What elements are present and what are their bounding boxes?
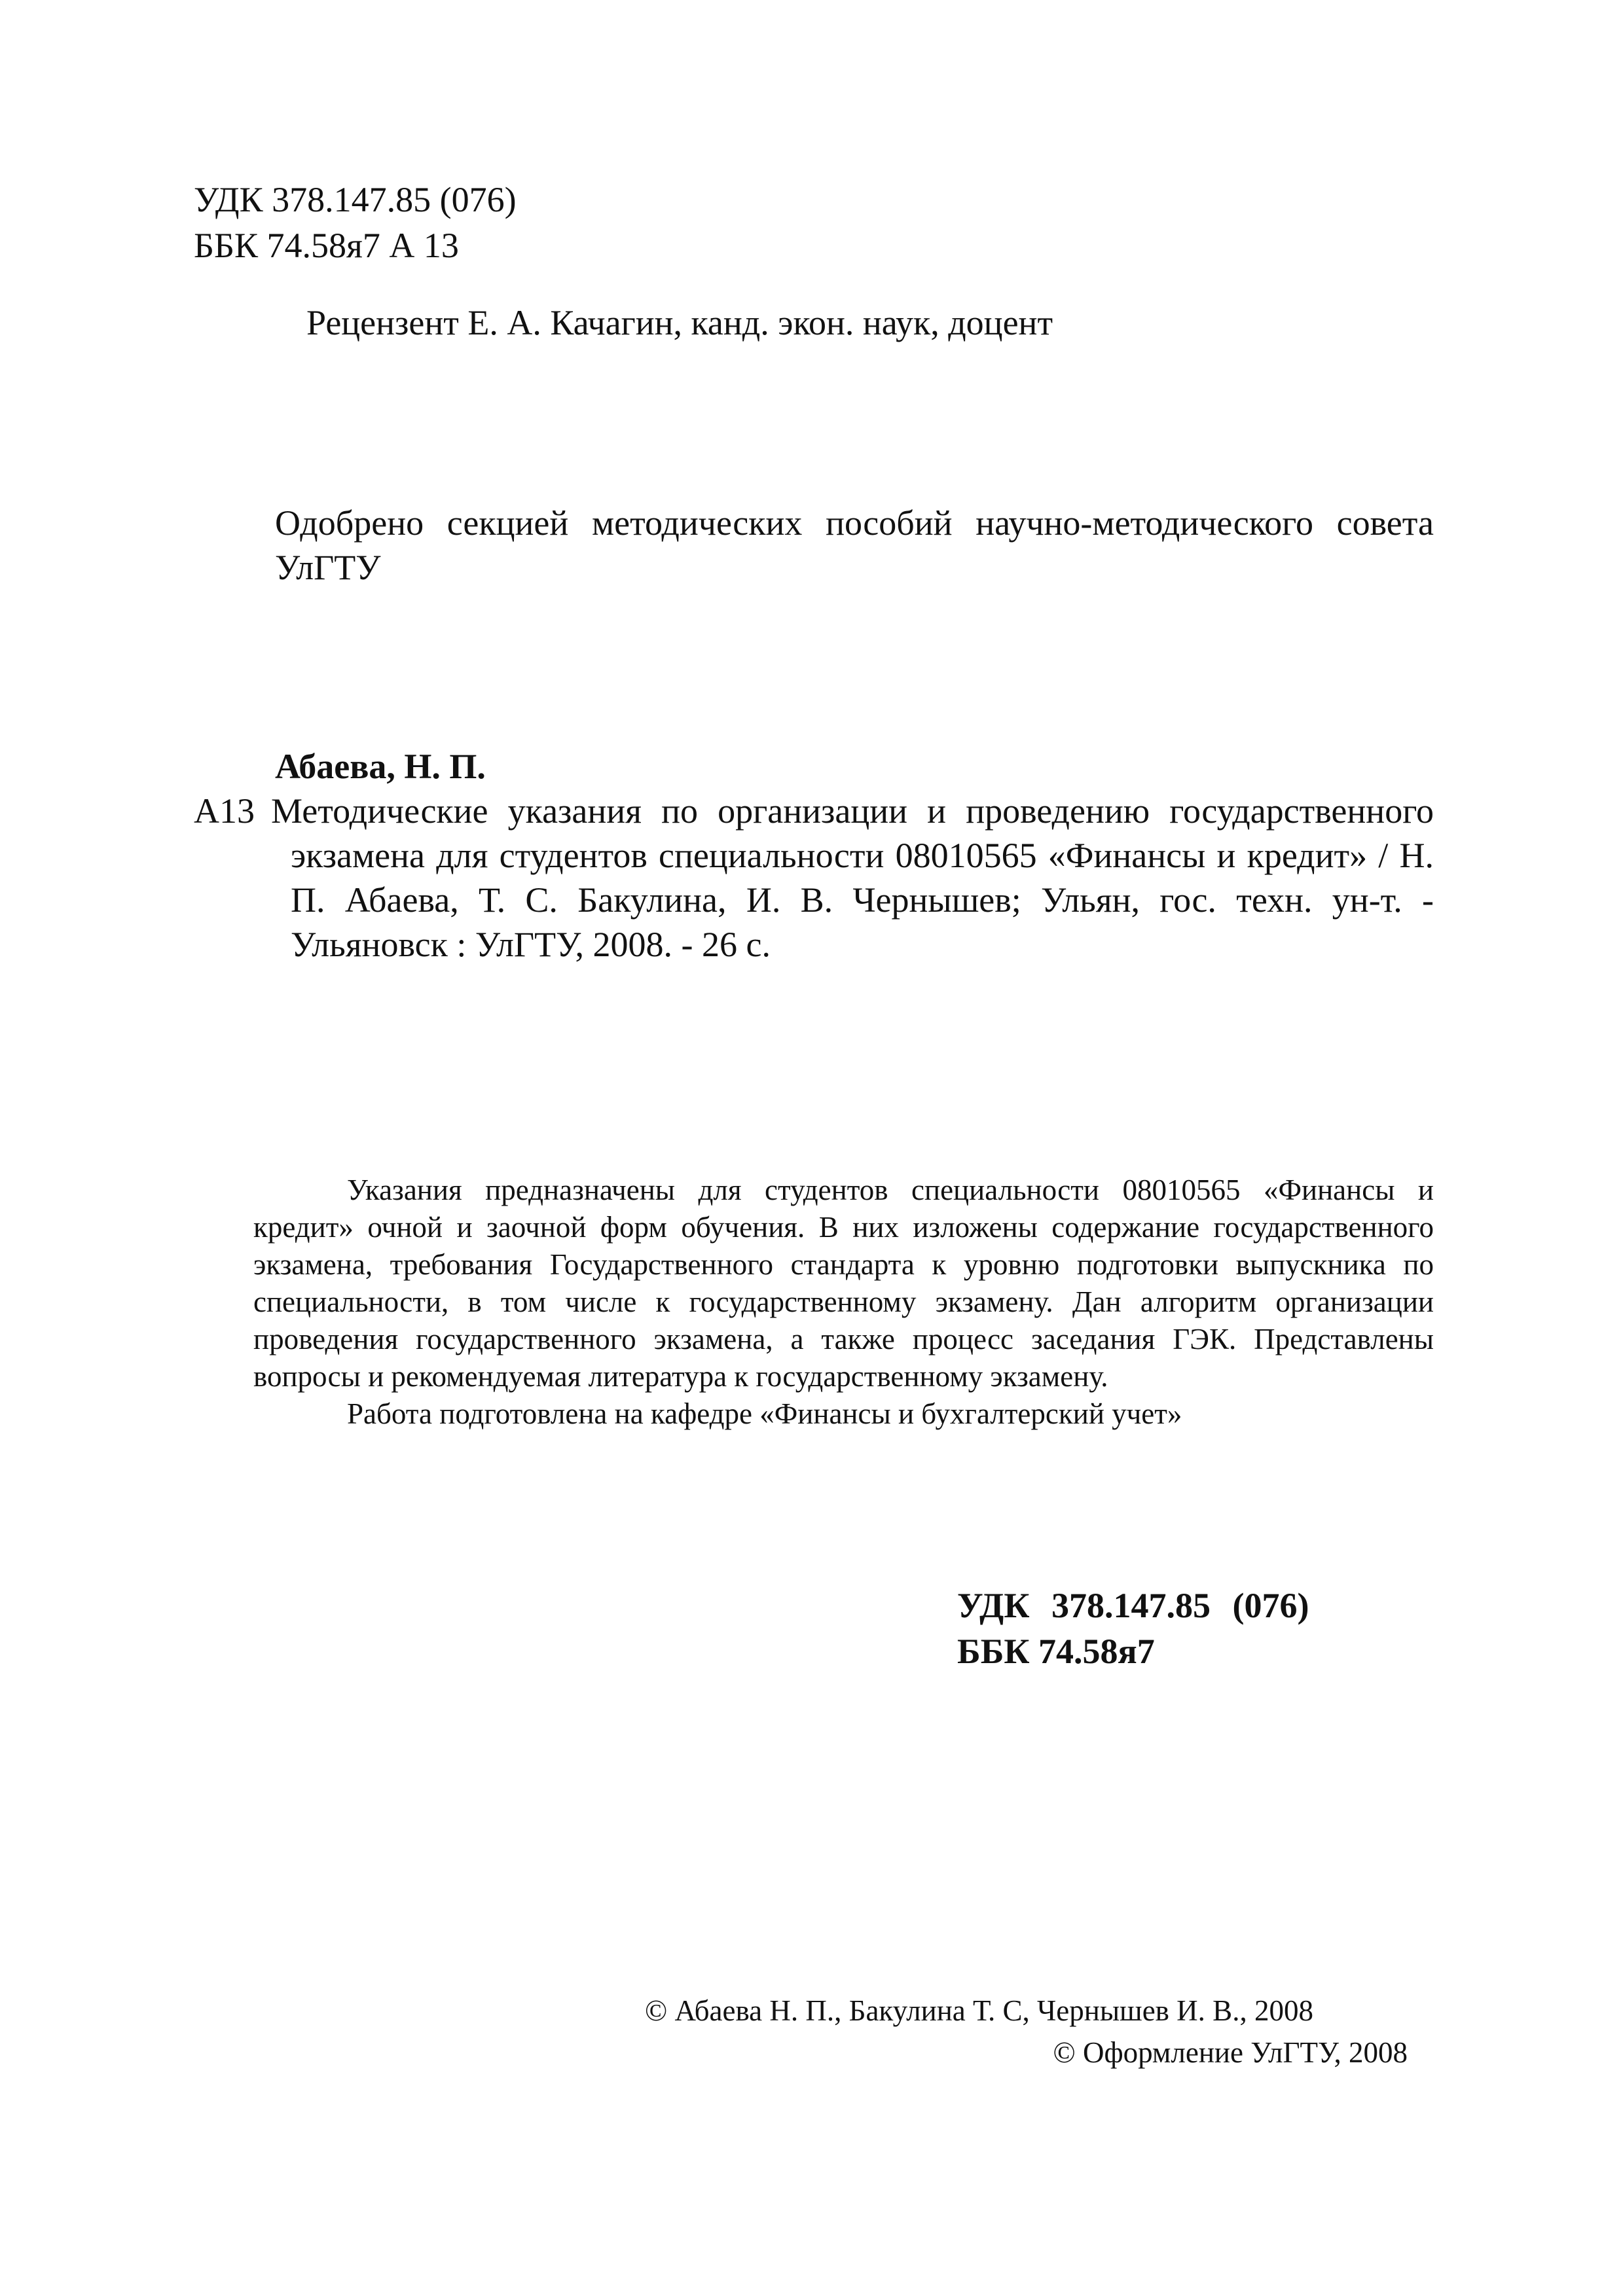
- annotation-line-6: вопросы и рекомендуемая литература к государственному экзамену.: [253, 1360, 1108, 1393]
- annotation-line-2: кредит» очной и заочной форм обучения. В них изложены содержание государственного: [253, 1211, 1434, 1244]
- approval-line-1: Одобрено секцией методических пособий научно-методического совета: [275, 503, 1434, 543]
- bottom-bbk-code: ББК 74.58я7: [957, 1632, 1155, 1671]
- annotation-line-3: экзамена, требования Государственного стандарта к уровню подготовки выпускника по: [253, 1248, 1434, 1281]
- reviewer-line: Рецензент Е. А. Качагин, канд. экон. наук, доцент: [306, 303, 1053, 342]
- bottom-classification-codes: [957, 1583, 1309, 1674]
- copyright-design: © Оформление УлГТУ, 2008: [1053, 2036, 1408, 2069]
- annotation-line-5: проведения государственного экзамена, а также процесс заседания ГЭК. Представлены: [253, 1323, 1434, 1355]
- biblio-line-4: Ульяновск : УлГТУ, 2008. - 26 с.: [291, 925, 771, 964]
- biblio-line-2: экзамена для студентов специальности 08010565 «Финансы и кредит» / Н.: [291, 836, 1434, 875]
- annotation-line-1: Указания предназначены для студентов специальности 08010565 «Финансы и: [347, 1174, 1434, 1206]
- department-note: Работа подготовлена на кафедре «Финансы и бухгалтерский учет»: [347, 1397, 1182, 1430]
- bibliographic-description: [271, 789, 1434, 967]
- author-heading: Абаева, Н. П.: [275, 747, 486, 786]
- approval-note: [275, 501, 1434, 590]
- copyright-authors: © Абаева Н. П., Бакулина Т. С, Чернышев И. В., 2008: [645, 1994, 1313, 2027]
- bottom-udk-code: УДК 378.147.85 (076): [957, 1586, 1309, 1625]
- top-bbk-code: ББК 74.58я7 А 13: [194, 226, 459, 265]
- biblio-line-3: П. Абаева, Т. С. Бакулина, И. В. Чернышев; Ульян, гос. техн. ун-т. -: [291, 880, 1434, 920]
- approval-line-2: УлГТУ: [275, 548, 381, 587]
- annotation-line-4: специальности, в том числе к государственному экзамену. Дан алгоритм организации: [253, 1285, 1434, 1318]
- biblio-line-1: Методические указания по организации и проведению государственного: [271, 791, 1434, 831]
- top-classification-codes: [194, 177, 517, 268]
- top-udk-code: УДК 378.147.85 (076): [194, 180, 517, 219]
- annotation-paragraph: [253, 1172, 1434, 1433]
- author-sign-code: А13: [194, 791, 255, 831]
